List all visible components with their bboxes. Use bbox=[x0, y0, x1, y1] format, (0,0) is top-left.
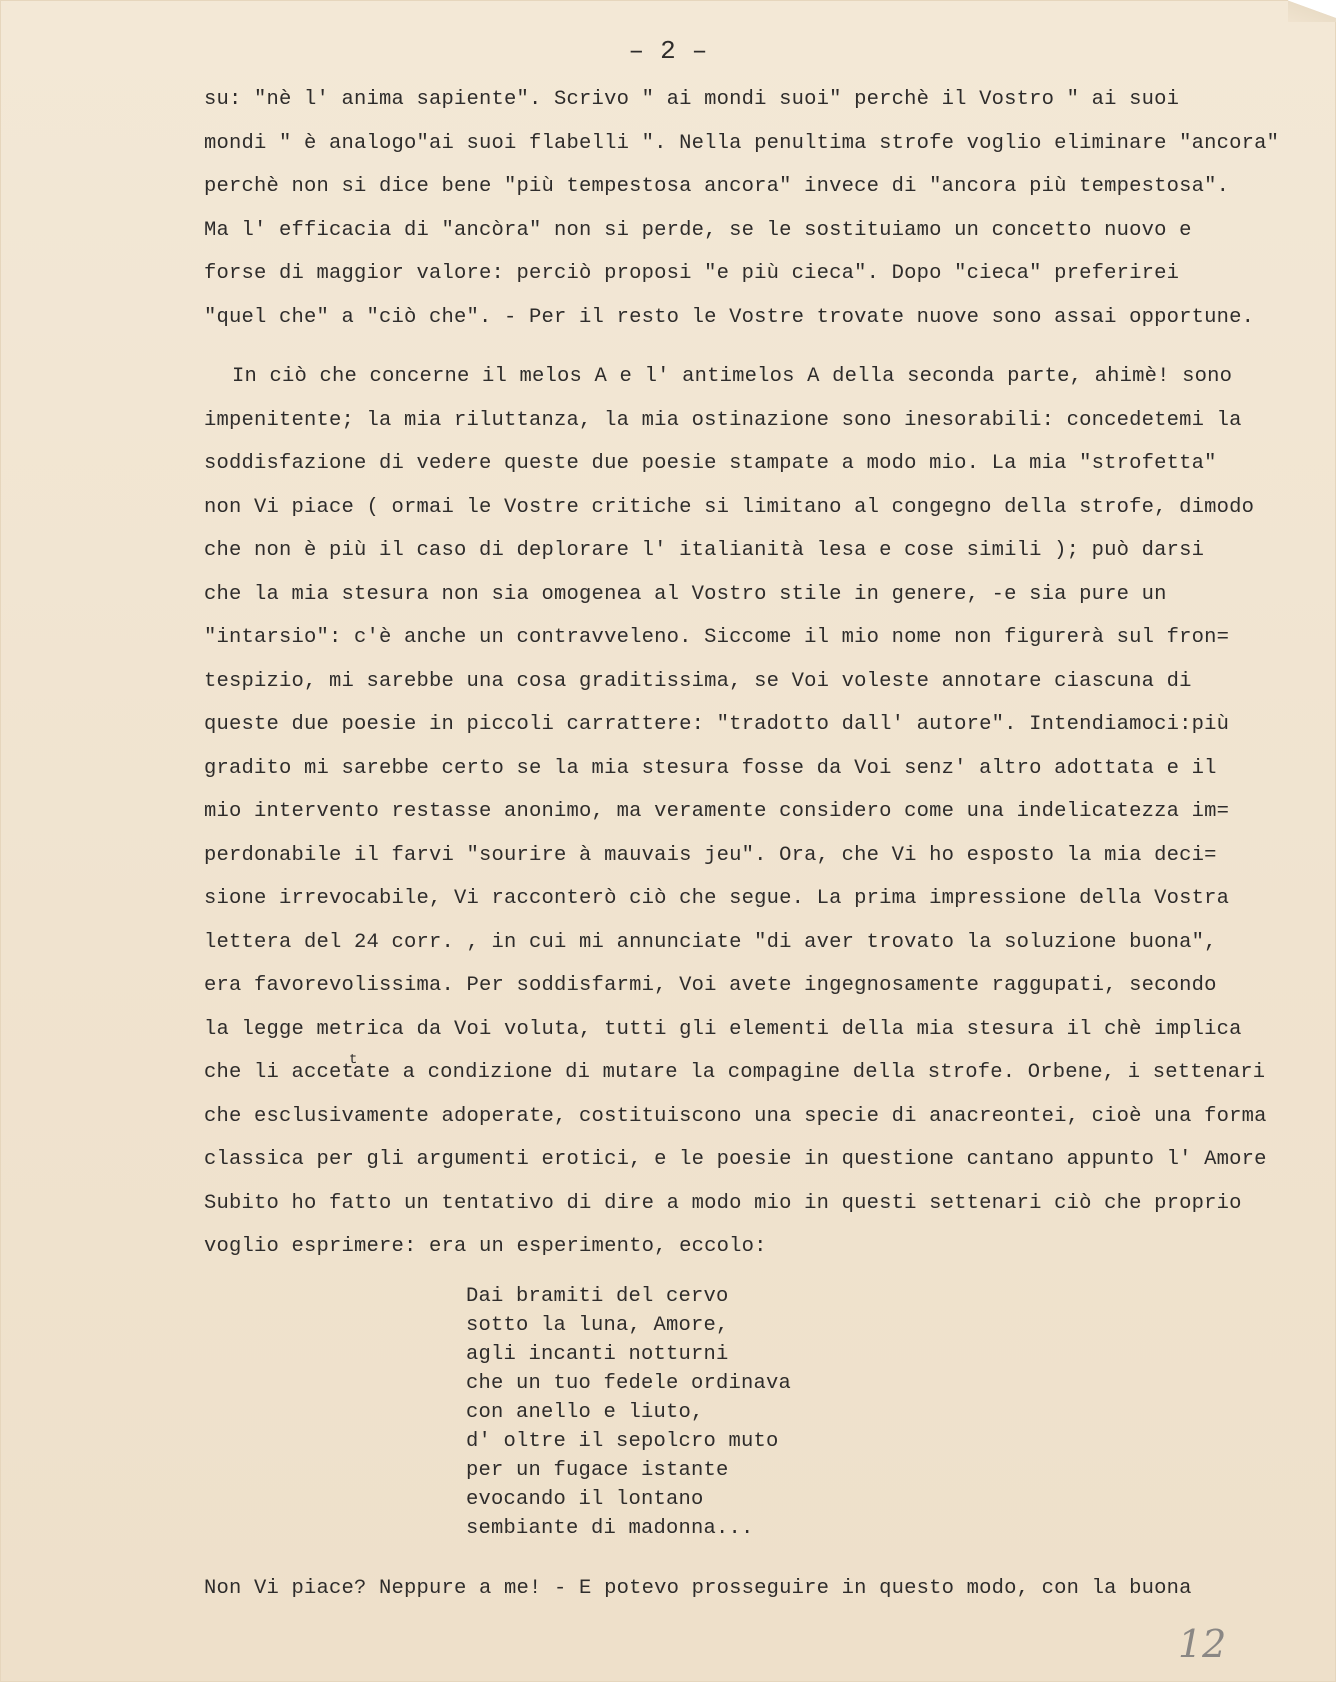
poem-verse: con anello e liuto, bbox=[466, 1401, 704, 1424]
text-line: era favorevolissima. Per soddisfarmi, Voi avete ingegnosamente raggupati, secondo bbox=[204, 974, 1217, 997]
poem-verse: sotto la luna, Amore, bbox=[466, 1314, 729, 1337]
poem-block bbox=[466, 1282, 791, 1543]
poem-verse: per un fugace istante bbox=[466, 1459, 729, 1482]
text-line: impenitente; la mia riluttanza, la mia ostinazione sono inesorabili: concedetemi la bbox=[204, 408, 1242, 432]
poem-verse: che un tuo fedele ordinava bbox=[466, 1372, 792, 1395]
text-line: la legge metrica da Voi voluta, tutti gli elementi della mia stesura il chè implica bbox=[204, 1017, 1242, 1041]
poem-verse: evocando il lontano bbox=[466, 1488, 704, 1511]
text-line: "intarsio": c'è anche un contravveleno. Siccome il mio nome non figurerà sul fron= bbox=[204, 626, 1230, 649]
handwritten-page-mark: 12 bbox=[1178, 1622, 1227, 1666]
text-line: Subito ho fatto un tentativo di dire a modo mio in questi settenari ciò che proprio bbox=[204, 1191, 1242, 1215]
text-line: su: "nè l' anima sapiente". Scrivo " ai mondi suoi" perchè il Vostro " ai suoi bbox=[204, 88, 1180, 111]
paragraph-gap bbox=[204, 339, 1324, 355]
text-fragment: che li accet bbox=[204, 1061, 355, 1084]
text-line: In ciò che concerne il melos A e l' antimelos A della seconda parte, ahimè! sono bbox=[232, 365, 1233, 388]
text-fragment: ate a condizione di mutare la compagine della strofe. Orbene, i settenari bbox=[352, 1061, 1266, 1084]
text-line: tespizio, mi sarebbe una cosa graditissima, se Voi voleste annotare ciascuna di bbox=[204, 669, 1192, 693]
text-line: mondi " è analogo"ai suoi flabelli ". Nella penultima strofe voglio eliminare "ancora" bbox=[204, 131, 1280, 155]
page-corner bbox=[1288, 0, 1336, 22]
text-line: che la mia stesura non sia omogenea al Vostro stile in genere, -e sia pure un bbox=[204, 582, 1167, 606]
letter-body bbox=[204, 78, 1324, 1269]
typed-insertion: t bbox=[349, 1052, 358, 1068]
text-line: non Vi piace ( ormai le Vostre critiche si limitano al congegno della strofe, dimodo bbox=[204, 495, 1255, 519]
text-line: mio intervento restasse anonimo, ma veramente considero come una indelicatezza im= bbox=[204, 800, 1230, 823]
text-line: soddisfazione di vedere queste due poesie stampate a modo mio. La mia "strofetta" bbox=[204, 452, 1217, 475]
poem-verse: agli incanti notturni bbox=[466, 1343, 729, 1366]
text-line: Ma l' efficacia di "ancòra" non si perde, se le sostituiamo un concetto nuovo e bbox=[204, 218, 1192, 242]
poem-verse: d' oltre il sepolcro muto bbox=[466, 1430, 779, 1453]
text-line: voglio esprimere: era un esperimento, eccolo: bbox=[204, 1235, 767, 1258]
text-line: perchè non si dice bene "più tempestosa ancora" invece di "ancora più tempestosa". bbox=[204, 175, 1230, 198]
text-line: perdonabile il farvi "sourire à mauvais jeu". Ora, che Vi ho esposto la mia deci= bbox=[204, 843, 1217, 867]
text-line: che esclusivamente adoperate, costituiscono una specie di anacreontei, cioè una forma bbox=[204, 1104, 1267, 1128]
text-line: sione irrevocabile, Vi racconterò ciò che segue. La prima impressione della Vostra bbox=[204, 887, 1230, 910]
text-line-with-correction bbox=[204, 1051, 1324, 1095]
text-line: "quel che" a "ciò che". - Per il resto le Vostre trovate nuove sono assai opportune. bbox=[204, 305, 1255, 329]
page-number: – 2 – bbox=[628, 36, 708, 66]
poem-verse: Dai bramiti del cervo bbox=[466, 1285, 729, 1308]
text-line: queste due poesie in piccoli carrattere: "tradotto dall' autore". Intendiamoci:più bbox=[204, 713, 1230, 736]
poem-verse: sembiante di madonna... bbox=[466, 1517, 754, 1540]
text-line: che non è più il caso di deplorare l' italianità lesa e cose simili ); può darsi bbox=[204, 539, 1205, 562]
text-line: gradito mi sarebbe certo se la mia stesura fosse da Voi senz' altro adottata e il bbox=[204, 756, 1217, 780]
text-line: forse di maggior valore: perciò proposi "e più cieca". Dopo "cieca" preferirei bbox=[204, 262, 1180, 285]
text-line: lettera del 24 corr. , in cui mi annunciate "di aver trovato la soluzione buona", bbox=[204, 930, 1217, 954]
closing-line: Non Vi piace? Neppure a me! - E potevo prosseguire in questo modo, con la buona bbox=[204, 1577, 1192, 1600]
text-line: classica per gli argumenti erotici, e le poesie in questione cantano appunto l' Amore bbox=[204, 1148, 1267, 1171]
